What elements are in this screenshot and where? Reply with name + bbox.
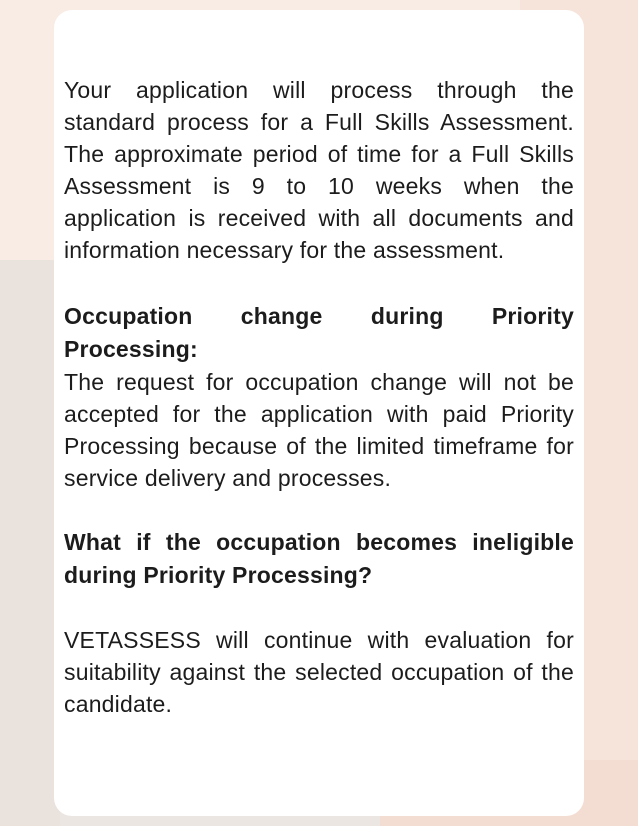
ineligible-occupation-heading: What if the occupation becomes ineligible during Priority Processing?: [64, 529, 574, 588]
intro-paragraph: Your application will process through the standard process for a Full Skills Assessment. The approximate period of time for a Full Skills Assessment is 9 to 10 weeks when the application is received with all documents and information necessary for the assessment.: [64, 77, 574, 263]
spacer: [64, 266, 574, 300]
ineligible-occupation-body: VETASSESS will continue with evaluation for suitability against the selected occupation of the candidate.: [64, 627, 574, 717]
occupation-change-body: The request for occupation change will not be accepted for the application with paid Priority Processing because of the limited timeframe for service delivery and processes.: [64, 369, 574, 491]
document-content: [64, 74, 574, 720]
spacer: [64, 592, 574, 624]
background-patch-left: [0, 260, 60, 826]
spacer: [64, 494, 574, 526]
occupation-change-heading: Occupation change during Priority Processing:: [64, 303, 574, 362]
